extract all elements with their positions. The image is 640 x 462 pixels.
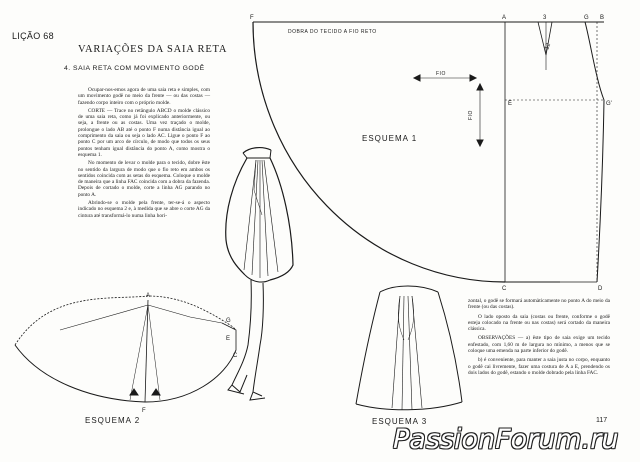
paragraph-observations-a: OBSERVAÇÕES — a) êste tipo de saia exige um tecido enfestado, com 1,60 m de largura no mínimo, a menos que se coloque uma emenda na parte inferior do godê. — [468, 335, 610, 355]
paragraph-horizontal: zontal, o godê se formará automàticamente no ponto A do meio da frente (ou das costas). — [468, 298, 610, 311]
lesson-number: LIÇÃO 68 — [12, 31, 54, 41]
point-g-prime: G' — [606, 101, 612, 107]
scheme-2-diagram — [15, 296, 236, 402]
point-g: G — [584, 15, 589, 21]
paragraph-fabric: No momento de levar o molde para o tecido, dobre êste no sentido da largura de modo que o fio reto em ambos os sentidos coincida com as setas do esquema. Coloque o molde de maneira que a linha FAC coincida com a dobra da fazenda. Depois de cortado o molde, corte a linha AG parando no ponto A. — [78, 160, 210, 198]
scheme-2-point-f: F — [142, 408, 146, 414]
grain-label-horizontal: FIO — [436, 71, 446, 77]
watermark-text: PassionForum.ru — [393, 424, 619, 455]
skirt-figure — [226, 148, 293, 400]
section-subtitle: 4. SAIA RETA COM MOVIMENTO GODÊ — [64, 65, 205, 72]
scheme-3-diagram — [356, 286, 462, 410]
paragraph-observations-b: b) é conveniente, para manter a saia justa no corpo, enquanto o godê cai livremente, fazer uma costura de A a E, prendendo os dois lados do godê, estando o molde dobrado pela linha FAC. — [468, 357, 610, 376]
label-12: 12 — [544, 42, 553, 51]
page-title: VARIAÇÕES DA SAIA RETA — [78, 44, 228, 55]
point-c: C — [502, 286, 507, 292]
scheme-1-diagram — [253, 22, 604, 282]
scheme-2-point-g: G — [226, 318, 231, 324]
scheme-2-point-e: E — [226, 336, 231, 342]
point-e: E — [508, 101, 513, 107]
paragraph-opposite-side: O lado oposto da saia (costas ou frente, conforme o godê esteja colocado na frente ou nas costas) será cortado da maneira clássica. — [468, 313, 610, 333]
point-a: A — [502, 15, 507, 21]
point-f: F — [250, 15, 254, 21]
page-number: 117 — [596, 417, 608, 424]
grain-label-vertical: FIO — [468, 110, 474, 120]
paragraph-opening: Abrindo-se o molde pela frente, ter-se-á o aspecto indicado no esquema 2 e, à medida que se abre o corte AG da cintura até transformá-lo numa linha hori- — [78, 200, 210, 219]
observations-text — [468, 298, 610, 379]
scheme-2-point-c: C — [233, 353, 238, 359]
scheme-2-label: ESQUEMA 2 — [85, 416, 141, 425]
paragraph-intro: Ocupar-nos-emos agora de uma saia reta e simples, com um movimento godê no meio da frente — ou das costas — fazendo corpo inteiro com o próprio molde. — [78, 87, 210, 106]
point-3: 3 — [543, 15, 547, 21]
point-d: D — [598, 286, 603, 292]
fold-label: DOBRA DO TECIDO A FIO RETO — [288, 29, 377, 35]
point-b: B — [600, 15, 605, 21]
paragraph-cut: CORTE — Trace no retângulo ABCD o molde clássico de uma saia reta, como já foi explicado anteriormente, ou seja, a frente ou as costas. Uma vez traçado o molde, prolongue o lado AB até o ponto F numa distância igual ao comprimento da saia ou seja o lado AC. Ligue o ponto F ao ponto C por um arco de círculo, de modo que todos os seus pontos tenham igual distância do ponto A, como mostra o esquema 1. — [78, 107, 210, 158]
scheme-1-label: ESQUEMA 1 — [362, 134, 418, 143]
scheme-3-label: ESQUEMA 3 — [372, 417, 428, 426]
scheme-2-point-a: A — [146, 293, 151, 299]
